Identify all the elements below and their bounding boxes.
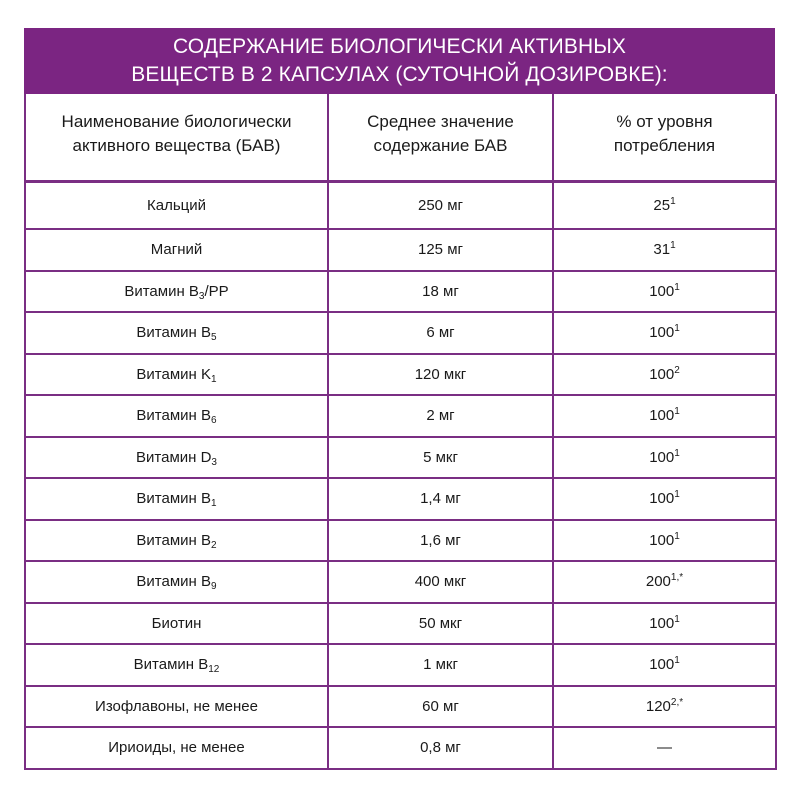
- amount-cell: 125 мг: [328, 229, 553, 271]
- footnote-marker: 1,*: [670, 572, 684, 584]
- percent-cell: [553, 437, 776, 479]
- footnote-marker: 1: [670, 196, 676, 207]
- percent-cell: [553, 727, 776, 769]
- table-row: [25, 395, 776, 437]
- table-header: [25, 94, 776, 182]
- substance-name-cell: [25, 271, 328, 313]
- amount-cell: 6 мг: [328, 312, 553, 354]
- table-title-line2: ВЕЩЕСТВ В 2 КАПСУЛАХ (СУТОЧНОЙ ДОЗИРОВКЕ):: [131, 63, 668, 86]
- percent-value: —: [657, 739, 672, 757]
- substance-name: Витамин B: [136, 531, 211, 549]
- table-row: [25, 312, 776, 354]
- amount-cell: 1,6 мг: [328, 520, 553, 562]
- percent-value: 100: [649, 324, 675, 342]
- nutrient-table: [24, 94, 777, 770]
- percent-value: 100: [649, 656, 675, 674]
- amount-cell: 1,4 мг: [328, 478, 553, 520]
- percent-value: 120: [645, 697, 671, 715]
- substance-name-cell: [25, 437, 328, 479]
- table-row: [25, 727, 776, 769]
- substance-name-cell: [25, 561, 328, 603]
- percent-cell: [553, 354, 776, 396]
- percent-cell: [553, 520, 776, 562]
- footnote-marker: 1: [674, 447, 680, 459]
- percent-cell: [553, 182, 776, 230]
- table-row: [25, 644, 776, 686]
- substance-name-cell: [25, 686, 328, 728]
- substance-subscript: 1: [211, 498, 217, 510]
- substance-name: Витамин B: [136, 407, 211, 425]
- amount-cell: 50 мкг: [328, 603, 553, 645]
- substance-name-cell: [25, 229, 328, 271]
- substance-name: Ириоиды, не менее: [108, 739, 245, 757]
- footnote-marker: 1: [674, 655, 680, 667]
- substance-name: Витамин D: [136, 448, 212, 466]
- header-average-content: Среднее значение содержание БАВ: [328, 94, 553, 182]
- substance-name-cell: [25, 644, 328, 686]
- substance-subscript: 1: [211, 373, 217, 385]
- percent-value: 100: [649, 407, 675, 425]
- table-title-line1: СОДЕРЖАНИЕ БИОЛОГИЧЕСКИ АКТИВНЫХ: [172, 35, 627, 58]
- percent-cell: [553, 312, 776, 354]
- table-row: [25, 229, 776, 271]
- substance-name-cell: [25, 603, 328, 645]
- footnote-marker: 1: [674, 406, 680, 418]
- table-row: [25, 478, 776, 520]
- substance-subscript: 2: [211, 539, 217, 551]
- substance-name: Изофлавоны, не менее: [95, 697, 258, 715]
- percent-value: 100: [649, 490, 675, 508]
- amount-cell: 5 мкг: [328, 437, 553, 479]
- substance-name: Биотин: [151, 614, 202, 632]
- amount-cell: 0,8 мг: [328, 727, 553, 769]
- header-row: [25, 94, 776, 182]
- percent-value: 100: [649, 448, 675, 466]
- table-row: [25, 271, 776, 313]
- substance-name: Витамин B: [124, 282, 199, 300]
- footnote-marker: 1: [674, 613, 680, 625]
- substance-subscript: 12: [208, 664, 220, 676]
- percent-cell: [553, 644, 776, 686]
- footnote-marker: 1: [670, 240, 676, 252]
- substance-name-cell: [25, 520, 328, 562]
- percent-value: 31: [653, 241, 671, 259]
- substance-name: Магний: [150, 241, 203, 259]
- table-title: [24, 28, 775, 94]
- table-row: [25, 686, 776, 728]
- substance-name-cell: [25, 478, 328, 520]
- footnote-marker: 2,*: [670, 696, 684, 708]
- substance-subscript: 3: [211, 456, 217, 468]
- substance-name-suffix: /PP: [204, 282, 229, 300]
- substance-name: Витамин B: [136, 324, 211, 342]
- percent-cell: [553, 686, 776, 728]
- percent-value: 100: [649, 365, 675, 383]
- percent-value: 100: [649, 282, 675, 300]
- header-substance-name: Наименование биологически активного вещества (БАВ): [25, 94, 328, 182]
- footnote-marker: 2: [674, 364, 680, 376]
- substance-subscript: 3: [198, 290, 205, 302]
- amount-cell: 18 мг: [328, 271, 553, 313]
- percent-value: 200: [645, 573, 671, 591]
- amount-cell: 2 мг: [328, 395, 553, 437]
- table-body: [25, 182, 776, 769]
- percent-value: 100: [649, 531, 675, 549]
- substance-name-cell: [25, 354, 328, 396]
- table-row: [25, 603, 776, 645]
- substance-subscript: 5: [211, 332, 217, 344]
- substance-subscript: 9: [211, 581, 217, 593]
- amount-cell: 400 мкг: [328, 561, 553, 603]
- percent-cell: [553, 271, 776, 313]
- table-row: [25, 561, 776, 603]
- percent-cell: [553, 478, 776, 520]
- footnote-marker: 1: [674, 489, 680, 501]
- percent-cell: [553, 229, 776, 271]
- footnote-marker: 1: [674, 281, 680, 293]
- substance-name: Витамин K: [136, 365, 211, 383]
- substance-name: Витамин B: [136, 573, 211, 591]
- amount-cell: 60 мг: [328, 686, 553, 728]
- percent-cell: [553, 603, 776, 645]
- amount-cell: 120 мкг: [328, 354, 553, 396]
- table-row: [25, 354, 776, 396]
- substance-name-cell: [25, 182, 328, 230]
- substance-subscript: 6: [211, 415, 217, 427]
- table-row: [25, 437, 776, 479]
- percent-value: 25: [653, 197, 671, 214]
- substance-name: Витамин B: [133, 656, 209, 674]
- percent-cell: [553, 395, 776, 437]
- substance-name: Кальций: [147, 197, 206, 214]
- table-row: [25, 182, 776, 230]
- nutrient-table-container: [24, 28, 775, 770]
- footnote-marker: 1: [674, 323, 680, 335]
- substance-name-cell: [25, 395, 328, 437]
- table-row: [25, 520, 776, 562]
- substance-name-cell: [25, 727, 328, 769]
- header-percent-intake: % от уровня потребления: [553, 94, 776, 182]
- substance-name: Витамин B: [136, 490, 211, 508]
- footnote-marker: 1: [674, 530, 680, 542]
- substance-name-cell: [25, 312, 328, 354]
- amount-cell: 250 мг: [328, 182, 553, 230]
- percent-cell: [553, 561, 776, 603]
- percent-value: 100: [649, 614, 675, 632]
- amount-cell: 1 мкг: [328, 644, 553, 686]
